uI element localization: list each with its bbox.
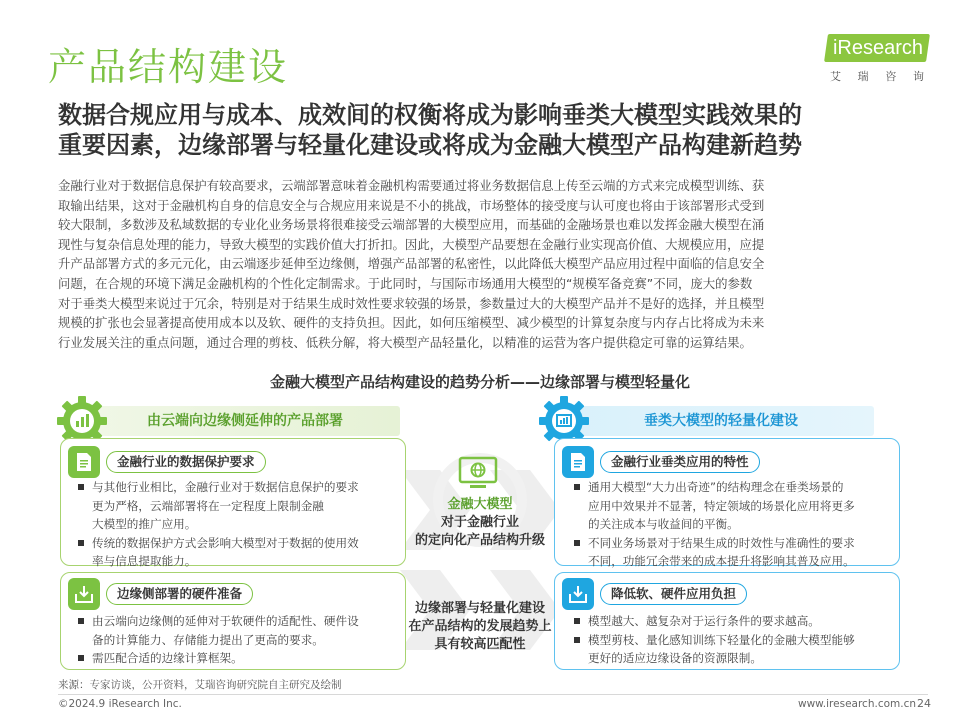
- headline-line: 重要因素，边缘部署与轻量化建设或将成为金融大模型产品构建新趋势: [58, 131, 802, 159]
- bullet-item: [76, 478, 396, 534]
- card-header: [562, 578, 747, 610]
- bullet-item: [572, 631, 892, 668]
- copyright: ©2024.9 iResearch Inc.: [58, 698, 182, 710]
- bullet-item: [76, 534, 396, 571]
- card-label: 降低软、硬件应用负担: [600, 583, 747, 605]
- logo-subtitle: [822, 68, 932, 84]
- bullet-line: 不同，功能冗余带来的成本提升将影响其普及应用。: [588, 554, 855, 568]
- bullet-line: 率与信息提取能力。: [92, 554, 197, 568]
- left-section-banner: 由云端向边缘侧延伸的产品部署: [90, 406, 400, 436]
- body-line: 问题，在合规的环境下满足金融机构的个性化定制需求。于此同时，与国际市场通用大模型的“规模军备竞赛”不同，庞大的参数: [58, 275, 753, 291]
- center-text-line: 的定向化产品结构升级: [414, 533, 545, 548]
- section-title: 金融大模型产品结构建设的趋势分析——边缘部署与模型轻量化: [269, 373, 690, 391]
- bullet-item: [76, 612, 396, 649]
- card-header: [68, 578, 253, 610]
- body-line: 对于垂类大模型来说过于冗余，特别是对于结果生成时效性要求较强的场景，参数量过大的大模型产品并不是好的选择，并且模型: [58, 295, 765, 311]
- headline: [58, 100, 918, 160]
- bullet-list: [572, 612, 892, 668]
- bullet-line: 备的计算能力、存储能力提出了更高的要求。: [92, 632, 324, 647]
- body-line: 升产品部署方式的多元元化，由云端逐步延伸至边缘侧，增强产品部署的私密性，以此降低大模型产品应用过程中面临的信息安全: [58, 256, 765, 272]
- body-paragraph: [58, 176, 904, 352]
- bullet-item: [572, 534, 892, 571]
- logo-sub-char: 艾: [830, 70, 841, 83]
- body-line: 现性与复杂信息处理的能力，导致大模型的实践价值大打折扣。因此，大模型产品要想在金融行业实现高价值、大规模应用，应提: [58, 236, 765, 252]
- bullet-line: 模型越大、越复杂对于运行条件的要求越高。: [588, 614, 820, 628]
- bullet-line: 与其他行业相比，金融行业对于数据信息保护的要求: [92, 480, 359, 494]
- document-icon: [562, 446, 594, 478]
- bullet-line: 通用大模型“大力出奇迹”的结构理念在垂类场景的: [588, 480, 844, 494]
- bullet-item: [572, 478, 892, 534]
- center-text-line: 对于金融行业: [440, 515, 519, 530]
- bullet-list: [572, 478, 892, 571]
- page-number: 24: [917, 697, 931, 710]
- bullet-line: 更为严格，云端部署将在一定程度上限制金融: [92, 498, 324, 513]
- logo-sub-char: 瑞: [857, 70, 869, 83]
- bullet-line: 大模型的推广应用。: [92, 517, 197, 531]
- body-line: 行业发展关注的重点问题，通过合理的剪枝、低秩分解，将大模型产品轻量化，以精准的运营为客户提供稳定可靠的运算结果。: [58, 334, 752, 350]
- center-text-line: 具有较高匹配性: [434, 637, 526, 652]
- bullet-line: 由云端向边缘侧的延伸对于软硬件的适配性、硬件设: [92, 614, 359, 628]
- center-text-upper: [400, 496, 560, 550]
- bullet-line: 更好的适应边缘设备的资源限制。: [588, 651, 762, 665]
- monitor-globe-icon: [458, 456, 498, 492]
- center-text-line: 在产品结构的发展趋势上: [408, 619, 552, 634]
- bullet-line: 模型剪枝、量化感知训练下轻量化的金融大模型能够: [588, 632, 855, 647]
- center-text-lower: [398, 600, 562, 654]
- right-section-banner: 垂类大模型的轻量化建设: [568, 406, 874, 436]
- bullet-list: [76, 478, 396, 571]
- body-line: 较大限制，多数涉及私域数据的专业化业务场景将很难接受云端部署的大模型应用，而基础的金融场景也难以发挥金融大模型在涌: [58, 217, 765, 233]
- body-line: 金融行业对于数据信息保护有较高要求，云端部署意味着金融机构需要通过将业务数据信息上传至云端的方式来完成模型训练、获: [58, 178, 765, 193]
- download-icon: [68, 578, 100, 610]
- center-text-highlight: 金融大模型: [447, 497, 513, 512]
- card-label: 金融行业的数据保护要求: [106, 451, 266, 473]
- download-icon: [562, 578, 594, 610]
- source-note: 来源：专家访谈，公开资料，艾瑞咨询研究院自主研究及绘制: [58, 679, 342, 691]
- iresearch-logo: [820, 30, 940, 90]
- logo-sub-char: 咨: [885, 70, 897, 83]
- center-text-line: 边缘部署与轻量化建设: [414, 601, 545, 616]
- page-title: 产品结构建设: [48, 45, 289, 89]
- body-line: 取输出结果，这对于金融机构自身的信息安全与合规应用来说是不小的挑战，市场整体的接受度与认可度也将由于该部署形式受到: [58, 197, 765, 213]
- website-url: www.iresearch.com.cn: [798, 698, 917, 710]
- card-header: [68, 446, 266, 478]
- card-header: [562, 446, 760, 478]
- card-label: 边缘侧部署的硬件准备: [106, 583, 253, 605]
- logo-text: iResearch: [832, 37, 924, 59]
- bullet-line: 不同业务场景对于结果生成的时效性与准确性的要求: [588, 535, 855, 550]
- card-label: 金融行业垂类应用的特性: [600, 451, 760, 473]
- body-line: 规模的扩张也会显著提高使用成本以及软、硬件的支持负担。因此，如何压缩模型、减少模型的计算复杂度与内存占比将成为未来: [58, 315, 765, 331]
- bullet-line: 传统的数据保护方式会影响大模型对于数据的使用效: [92, 535, 359, 550]
- document-icon: [68, 446, 100, 478]
- bullet-item: [76, 649, 396, 668]
- bullet-line: 应用中效果并不显著，特定领域的场景化应用将更多: [588, 498, 855, 513]
- bullet-line: 的关注成本与收益间的平衡。: [588, 517, 739, 531]
- logo-sub-char: 询: [912, 70, 924, 83]
- footer-divider: [58, 694, 928, 695]
- bullet-list: [76, 612, 396, 668]
- bullet-line: 需匹配合适的边缘计算框架。: [92, 651, 243, 665]
- headline-line: 数据合规应用与成本、成效间的权衡将成为影响垂类大模型实践效果的: [58, 101, 802, 129]
- bullet-item: [572, 612, 892, 631]
